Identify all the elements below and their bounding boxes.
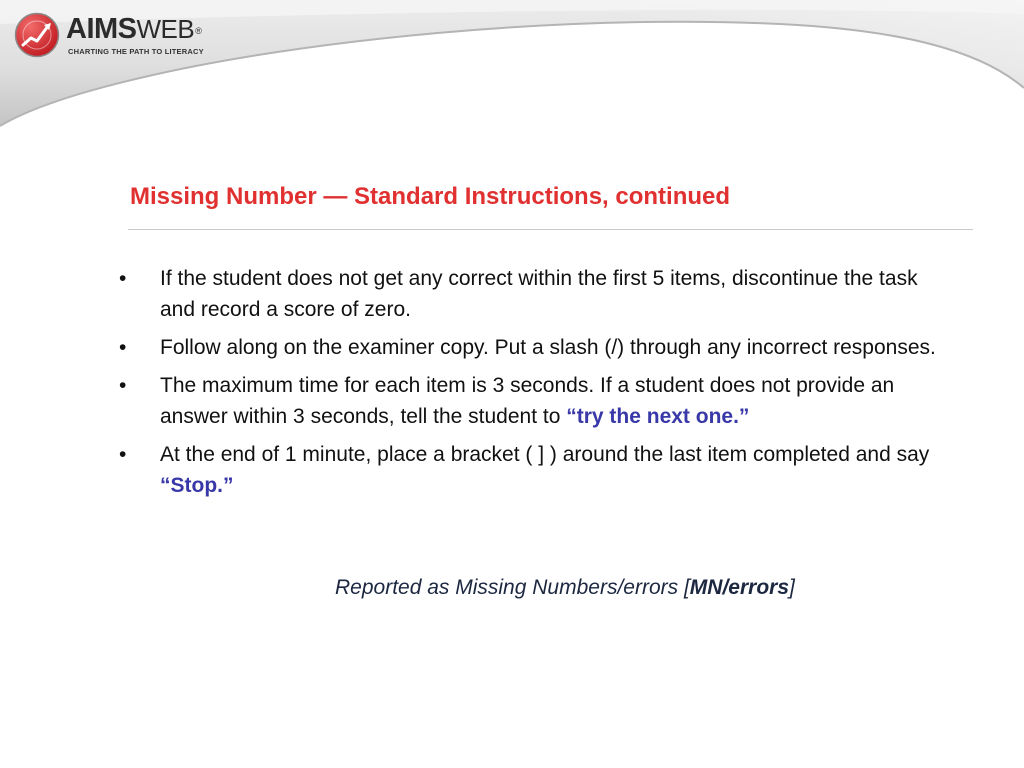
bullet-list xyxy=(115,263,955,508)
bullet-text: At the end of 1 minute, place a bracket ( ] ) around the last item completed and say xyxy=(160,443,930,466)
bullet-dot-icon: • xyxy=(119,443,127,466)
aimsweb-wordmark xyxy=(66,13,201,45)
bullet-emphasis-prompt: “try the next one.” xyxy=(566,405,750,428)
brand-name-main: AIMS xyxy=(66,13,137,45)
reported-code: MN/errors xyxy=(689,576,789,599)
reported-as-note xyxy=(335,572,795,603)
bullet-item-discontinue xyxy=(115,263,955,325)
bullet-text: Follow along on the examiner copy. Put a slash (/) through any incorrect responses. xyxy=(160,336,936,359)
slide-title: Missing Number — Standard Instructions, continued xyxy=(130,183,731,210)
bullet-item-maximum-time xyxy=(115,370,955,432)
registered-mark: ® xyxy=(195,26,202,36)
bullet-text: If the student does not get any correct within the first 5 items, discontinue the task and record a score of zero. xyxy=(160,267,918,321)
bullet-dot-icon: • xyxy=(119,267,127,290)
aimsweb-chart-logo-icon xyxy=(14,12,60,58)
bullet-dot-icon: • xyxy=(119,374,127,397)
bullet-item-examiner-copy xyxy=(115,332,955,363)
reported-suffix: ] xyxy=(789,576,795,599)
title-divider xyxy=(128,229,973,230)
reported-prefix: Reported as Missing Numbers/errors [ xyxy=(335,576,690,599)
aimsweb-logo xyxy=(14,12,244,62)
bullet-item-stop xyxy=(115,439,955,501)
brand-name-secondary: WEB xyxy=(136,14,195,44)
bullet-dot-icon: • xyxy=(119,336,127,359)
bullet-text: The maximum time for each item is 3 seconds. If a student does not provide an answer within 3 seconds, tell the student to xyxy=(160,374,895,428)
bullet-emphasis-prompt: “Stop.” xyxy=(160,474,234,497)
brand-tagline: CHARTING THE PATH TO LITERACY xyxy=(68,47,204,56)
